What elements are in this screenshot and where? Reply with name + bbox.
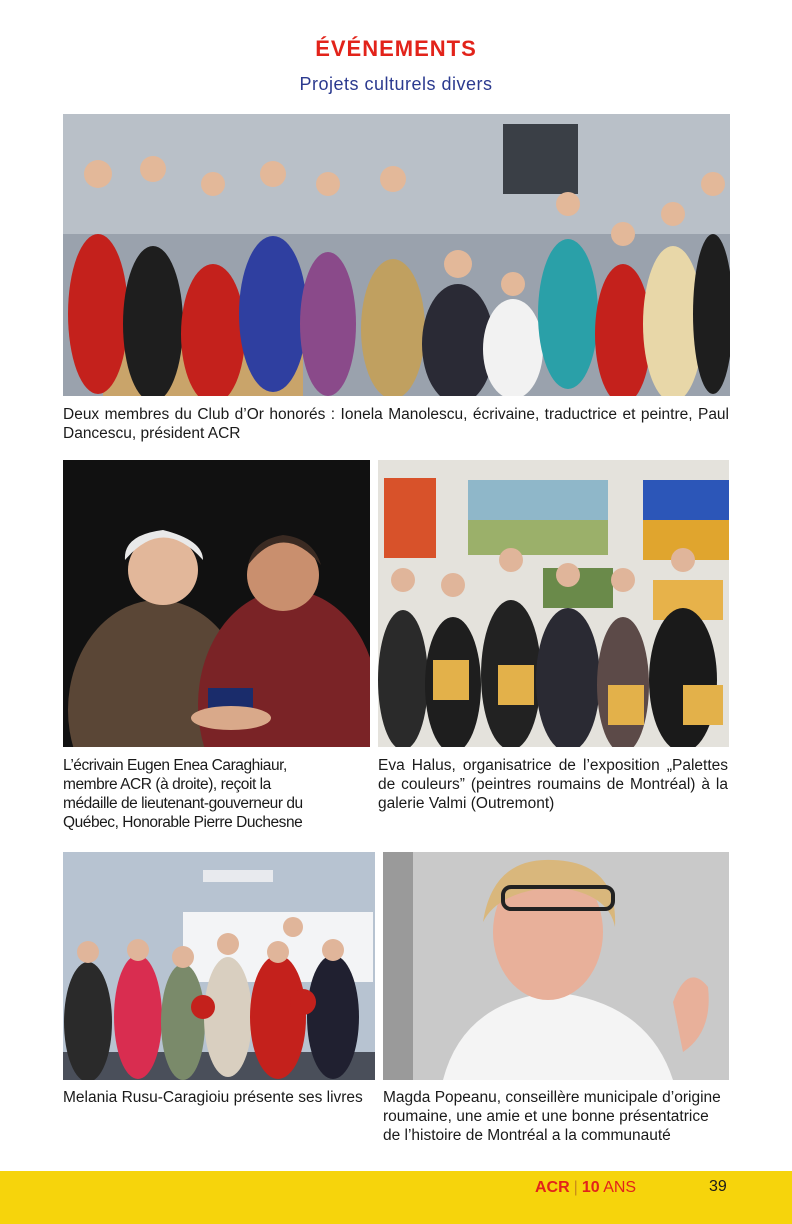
page-number: 39	[709, 1178, 727, 1195]
group-photo-caption: Deux membres du Club d’Or honorés : Ionela Manolescu, écrivaine, traductrice et peintre, Paul Dancescu, président ACR	[63, 406, 729, 442]
footer-years-label: ANS	[603, 1179, 637, 1196]
footer-separator: |	[573, 1179, 578, 1196]
portrait-photo-caption: Magda Popeanu, conseillère municipale d’origine roumaine, une amie et une bonne présentatrice de l’histoire de Montréal a la communauté	[383, 1089, 721, 1144]
book-presentation-caption: Melania Rusu-Caragioiu présente ses livres	[63, 1089, 363, 1106]
portrait-photo	[383, 852, 729, 1080]
footer-bar	[0, 1171, 792, 1224]
footer-brand	[535, 1179, 636, 1197]
caption-line: médaille de lieutenant-gouverneur du	[63, 795, 303, 812]
footer-years: 10	[581, 1179, 600, 1196]
book-presentation-photo	[63, 852, 375, 1080]
exhibition-photo-caption: Eva Halus, organisatrice de l’exposition „Palettes de couleurs” (peintres roumains de Montréal) à la galerie Valmi (Outremont)	[378, 757, 728, 812]
caption-line: Québec, Honorable Pierre Duchesne	[63, 814, 303, 831]
footer-brand-name: ACR	[535, 1179, 570, 1196]
medal-photo-caption	[63, 756, 373, 832]
group-photo	[63, 114, 730, 396]
medal-photo	[63, 460, 370, 747]
caption-line: membre ACR (à droite), reçoit la	[63, 776, 271, 793]
caption-line: L’écrivain Eugen Enea Caraghiaur,	[63, 757, 287, 774]
page-title: ÉVÉNEMENTS	[315, 36, 477, 61]
exhibition-photo	[378, 460, 729, 747]
page-subtitle: Projets culturels divers	[299, 74, 493, 94]
